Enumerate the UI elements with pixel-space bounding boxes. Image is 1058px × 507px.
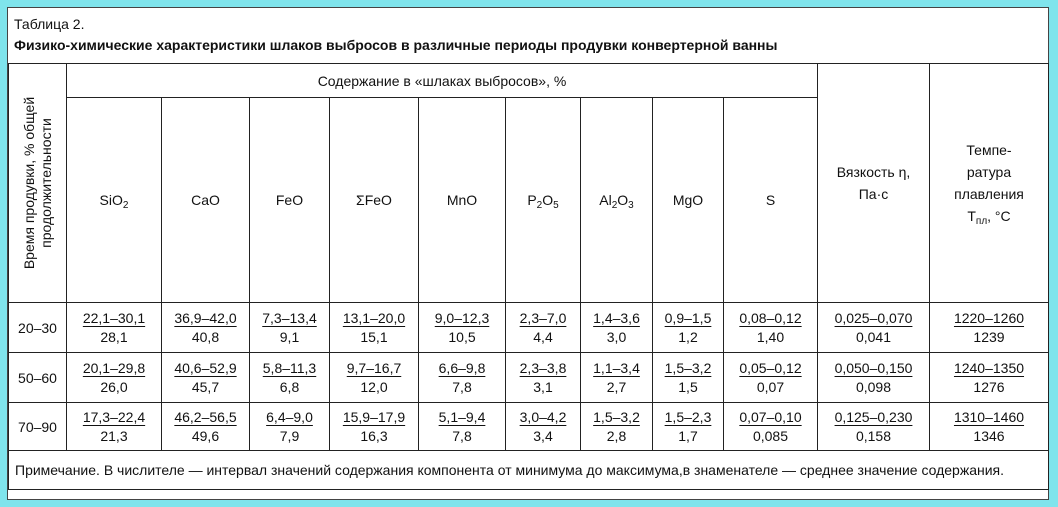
mean-value: 16,3 [360,427,388,444]
mean-value: 4,4 [533,328,553,345]
table-row [9,303,1049,353]
value-cell [930,303,1049,353]
fraction [520,408,567,446]
mean-value: 21,3 [100,427,128,444]
fraction [520,309,567,347]
viscosity-header [818,64,930,303]
mean-value: 7,9 [279,427,300,444]
fraction [263,359,316,397]
fraction [174,309,236,347]
mean-value: 26,0 [100,378,128,395]
temperature-symbol: T [967,208,976,224]
value-cell [162,353,250,403]
value-cell [653,353,724,403]
col-al2o3 [581,98,653,303]
mean-value: 40,8 [191,328,220,345]
range-value: 0,07–0,10 [739,408,802,425]
value-cell [818,403,930,451]
mean-value: 2,8 [606,427,627,444]
fraction [739,359,801,397]
temperature-label-line1: Темпе- [966,142,1012,158]
temperature-label-line3: плавления [954,186,1024,202]
mean-value: 0,098 [855,378,892,395]
value-cell [250,403,330,451]
range-value: 22,1–30,1 [82,309,146,326]
value-cell [250,353,330,403]
range-value: 1,4–3,6 [593,309,640,326]
fraction [347,359,402,397]
period-cell: 70–90 [9,403,67,451]
range-value: 13,1–20,0 [342,309,406,326]
range-value: 1,1–3,4 [593,359,640,376]
value-cell [330,303,419,353]
fraction [439,408,486,446]
mean-value: 1,7 [678,427,698,444]
mean-value: 12,0 [360,378,388,395]
value-cell [724,403,818,451]
range-value: 17,3–22,4 [82,408,146,425]
range-value: 6,4–9,0 [266,408,313,425]
col-p2o5-sub2: 2 [536,200,543,211]
range-value: 7,3–13,4 [262,309,317,326]
temperature-label-line2: ратура [966,164,1012,180]
fraction [665,408,712,446]
range-value: 0,125–0,230 [834,408,913,425]
range-value: 5,8–11,3 [262,359,317,376]
range-value: 40,6–52,9 [174,359,237,376]
mean-value: 1346 [973,427,1005,444]
mean-value: 45,7 [191,378,220,395]
time-column-header [9,64,67,303]
range-value: 46,2–56,5 [174,408,237,425]
mean-value: 7,8 [452,378,472,395]
value-cell [506,303,581,353]
value-cell [419,353,506,403]
mean-value: 1276 [973,378,1005,395]
value-cell [330,353,419,403]
fraction [520,359,567,397]
range-value: 1220–1260 [953,309,1025,326]
table-title: Физико-химические характеристики шлаков выбросов в различные периоды продувки конвертерной ванны [14,37,778,53]
value-cell [930,353,1049,403]
mean-value: 28,1 [100,328,128,345]
mean-value: 10,5 [448,328,476,345]
value-cell [506,353,581,403]
fraction [174,408,236,446]
fraction [593,309,640,347]
mean-value: 3,1 [533,378,553,395]
temperature-label-line4 [930,205,1048,227]
temperature-header [930,64,1049,303]
mean-value: 1,5 [678,378,698,395]
fraction [343,309,405,347]
table-row [9,353,1049,403]
mean-value: 9,1 [279,328,300,345]
range-value: 9,7–16,7 [346,359,402,376]
value-cell [653,303,724,353]
fraction [739,309,801,347]
value-cell [67,303,162,353]
value-cell [653,403,724,451]
range-value: 0,050–0,150 [834,359,913,376]
range-value: 0,025–0,070 [834,309,913,326]
range-value: 5,1–9,4 [438,408,486,425]
fraction [835,408,913,446]
range-value: 0,05–0,12 [739,359,802,376]
value-cell [506,403,581,451]
col-p2o5 [506,98,581,303]
mean-value: 6,8 [279,378,300,395]
fraction [262,309,317,347]
col-mgo: MgO [653,98,724,303]
fraction [665,359,712,397]
mean-value: 1,2 [678,328,698,345]
mean-value: 49,6 [191,427,220,444]
note-row [9,451,1049,490]
fraction [593,408,640,446]
temperature-subscript: пл [975,216,988,227]
value-cell [818,303,930,353]
time-column-label: Время продувки, % общей продолжительности [20,96,54,270]
col-feo: FeO [250,98,330,303]
value-cell [930,403,1049,451]
value-cell [162,303,250,353]
range-value: 36,9–42,0 [174,309,237,326]
value-cell [419,403,506,451]
value-cell [67,403,162,451]
mean-value: 15,1 [360,328,388,345]
range-value: 9,0–12,3 [434,309,490,326]
col-al2o3-al: Al [599,192,612,208]
mean-value: 0,07 [756,378,785,395]
fraction [593,359,640,397]
fraction [266,408,313,446]
range-value: 1,5–3,2 [664,359,712,376]
period-cell: 20–30 [9,303,67,353]
viscosity-label-line1: Вязкость η, [836,164,911,180]
col-p2o5-o: O [542,192,554,208]
fraction [439,359,486,397]
value-cell [67,353,162,403]
col-al2o3-sub2: 2 [611,200,618,211]
col-cao: CaO [162,98,250,303]
fraction [83,359,145,397]
mean-value: 2,7 [606,378,627,395]
value-cell [581,303,653,353]
mean-value: 0,085 [752,427,789,444]
col-sumfeo: ΣFeO [330,98,419,303]
period-cell: 50–60 [9,353,67,403]
table-row [9,403,1049,451]
col-mno: MnO [419,98,506,303]
col-sio2-sub: 2 [122,200,129,211]
content-group-header: Содержание в «шлаках выбросов», % [67,64,818,98]
fraction [954,309,1024,347]
value-cell [724,353,818,403]
range-value: 1310–1460 [953,408,1025,425]
col-sio2 [67,98,162,303]
col-s: S [724,98,818,303]
table-frame [7,7,1049,500]
col-sio2-base: SiO [99,192,123,208]
value-cell [724,303,818,353]
col-p2o5-sub5: 5 [553,200,559,211]
value-cell [581,403,653,451]
fraction [835,309,913,347]
range-value: 20,1–29,8 [82,359,146,376]
viscosity-label-line2: Па·с [858,186,889,202]
col-al2o3-sub3: 3 [628,200,634,211]
fraction [954,408,1024,446]
range-value: 2,3–7,0 [519,309,567,326]
table-caption: Таблица 2. [14,16,85,32]
mean-value: 3,4 [533,427,553,444]
range-value: 2,3–3,8 [519,359,567,376]
fraction [954,359,1024,397]
table-note: Примечание. В числителе — интервал значений содержания компонента от минимума до максимума,в знаменателе — среднее значение содержания. [9,451,1049,490]
col-al2o3-o: O [617,192,629,208]
temperature-unit: , °C [987,208,1011,224]
value-cell [250,303,330,353]
mean-value: 3,0 [606,328,627,345]
value-cell [581,353,653,403]
range-value: 6,6–9,8 [438,359,486,376]
fraction [435,309,490,347]
fraction [174,359,236,397]
mean-value: 7,8 [452,427,472,444]
range-value: 1,5–3,2 [593,408,640,425]
col-p2o5-p: P [527,192,537,208]
range-value: 0,9–1,5 [664,309,712,326]
fraction [739,408,801,446]
value-cell [330,403,419,451]
fraction [83,408,145,446]
value-cell [419,303,506,353]
data-table [8,63,1049,490]
fraction [665,309,712,347]
table-body [9,303,1049,451]
value-cell [162,403,250,451]
mean-value: 1239 [973,328,1005,345]
mean-value: 1,40 [756,328,785,345]
fraction [343,408,405,446]
value-cell [818,353,930,403]
fraction [835,359,913,397]
range-value: 1240–1350 [953,359,1025,376]
mean-value: 0,041 [855,328,892,345]
range-value: 0,08–0,12 [739,309,802,326]
header-row-top [9,64,1049,98]
range-value: 1,5–2,3 [664,408,712,425]
fraction [83,309,145,347]
range-value: 3,0–4,2 [519,408,567,425]
mean-value: 0,158 [855,427,892,444]
range-value: 15,9–17,9 [342,408,406,425]
